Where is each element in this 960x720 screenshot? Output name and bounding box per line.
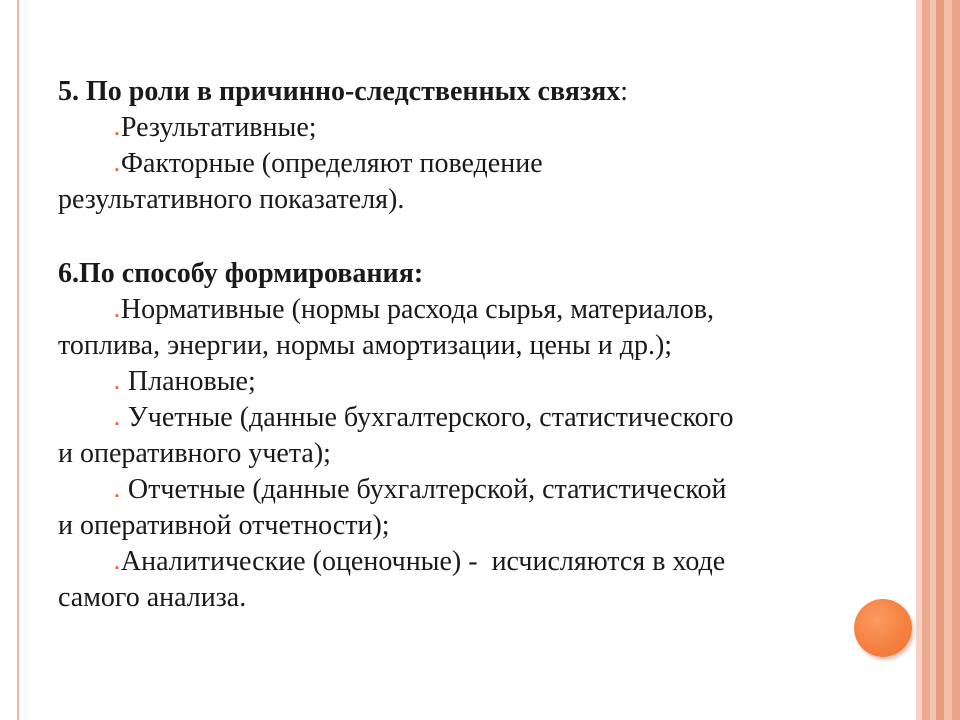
section5-heading: [58, 74, 858, 110]
section5-item-2: [58, 146, 858, 182]
section6-item-text: Плановые;: [120, 366, 256, 397]
section5-item-2-cont: [58, 182, 858, 218]
bullet-icon: ▪: [115, 418, 119, 430]
section5-item-1: [58, 110, 858, 146]
bullet-icon: ▪: [115, 382, 119, 394]
section6-item-4-cont: [58, 508, 858, 544]
slide-body: [58, 74, 858, 616]
section6-item-3-cont: [58, 436, 858, 472]
section6-item-text: Учетные (данные бухгалтерского, статистического: [120, 402, 734, 433]
frame-stripe: [922, 0, 930, 720]
section6-list: [58, 292, 858, 616]
section5-item-text: Результативные;: [120, 112, 317, 143]
section6-item-3: [58, 400, 858, 436]
section6-item-1-cont: [58, 328, 858, 364]
section6-item-text: и оперативной отчетности);: [58, 510, 390, 541]
section6-item-text: Аналитические (оценочные) - исчисляются в ходе: [120, 546, 726, 577]
frame-stripe: [944, 0, 952, 720]
section6-item-text: топлива, энергии, нормы амортизации, цены и др.);: [58, 330, 673, 361]
section5-item-text: Факторные (определяют поведение: [120, 148, 543, 179]
section6-item-5: [58, 544, 858, 580]
bullet-icon: ▪: [115, 128, 119, 140]
frame-stripe: [952, 0, 960, 720]
section6-item-2: [58, 364, 858, 400]
section5-heading-text: 5. По роли в причинно-следственных связях: [58, 76, 621, 107]
section6-item-text: Нормативные (нормы расхода сырья, материалов,: [120, 294, 714, 325]
right-frame-stripes: [916, 0, 960, 720]
frame-stripe: [936, 0, 944, 720]
bullet-icon: ▪: [115, 562, 119, 574]
left-frame-border: [0, 0, 19, 720]
section5-heading-suffix: :: [620, 76, 629, 107]
section6-item-text: и оперативного учета);: [58, 438, 331, 469]
bullet-icon: ▪: [115, 164, 119, 176]
decorative-orb: [854, 599, 912, 657]
section6-item-1: [58, 292, 858, 328]
section5-list: [58, 110, 858, 218]
section6-heading: 6.По способу формирования:: [58, 258, 424, 289]
section5-item-text: результативного показателя).: [58, 184, 405, 215]
bullet-icon: ▪: [115, 310, 119, 322]
section6-item-5-cont: [58, 580, 858, 616]
bullet-icon: ▪: [115, 490, 119, 502]
section6-item-4: [58, 472, 858, 508]
section6-item-text: Отчетные (данные бухгалтерской, статистической: [120, 474, 727, 505]
section6-item-text: самого анализа.: [58, 582, 247, 613]
